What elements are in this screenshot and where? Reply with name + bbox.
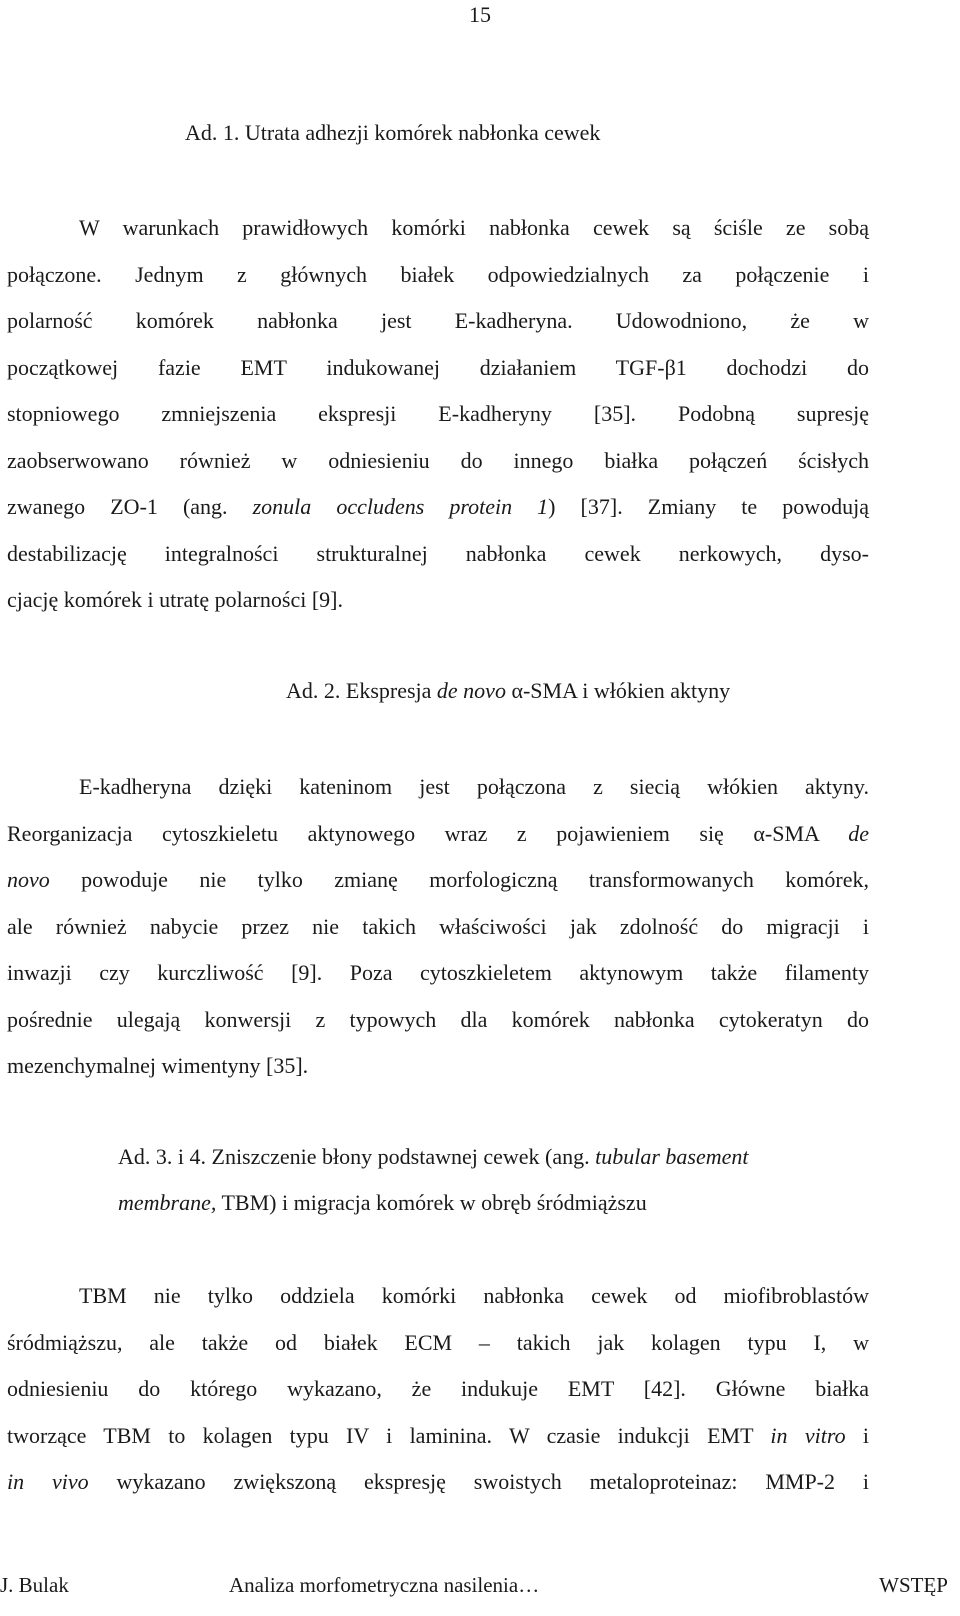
paragraph-line [7,1459,869,1506]
paragraph-1 [7,205,869,624]
paragraph-line: polarność komórek nabłonka jest E-kadheryna. Udowodniono, że w [7,308,869,333]
section-heading-2 [286,676,730,706]
paragraph-line [7,484,869,531]
text-run: tworzące TBM to kolagen typu IV i laminina. W czasie indukcji EMT [7,1422,771,1448]
heading-text: α-SMA i włókien aktyny [505,678,731,703]
paragraph-line: destabilizację integralności strukturalnej nabłonka cewek nerkowych, dyso- [7,540,869,566]
paragraph-line: mezenchymalnej wimentyny [35]. [7,1053,309,1078]
page-number: 15 [469,2,491,27]
paragraph-line: cjację komórek i utratę polarności [9]. [7,587,343,612]
paragraph-line: odniesieniu do którego wykazano, że indukuje EMT [42]. Główne białka [7,1376,869,1401]
paragraph-line: inwazji czy kurczliwość [9]. Poza cytoszkieletem aktynowym także filamenty [7,960,869,985]
paragraph-line: początkowej fazie EMT indukowanej działaniem TGF-β1 dochodzi do [7,354,869,380]
paragraph-line: TBM nie tylko oddziela komórki nabłonka cewek od miofibroblastów [79,1283,869,1308]
italic-term: novo [7,867,50,892]
paragraph-2 [7,764,869,1090]
paragraph-3 [7,1273,869,1506]
heading-text: Ad. 2. Ekspresja [286,678,437,703]
italic-term: membrane, [118,1190,217,1215]
section-heading-3-cont [118,1188,647,1218]
text-run: powoduje nie tylko zmianę morfologiczną transformowanych komórek, [49,867,869,892]
italic-term: de [848,820,869,846]
text-run: ) [37]. Zmiany te powodują [548,494,869,519]
italic-term: in vitro [770,1422,846,1448]
paragraph-line: stopniowego zmniejszenia ekspresji E-kadheryny [35]. Podobną supresję [7,401,869,426]
text-run: i [845,1422,869,1448]
text-run: wykazano zwiększoną ekspresję swoistych metaloproteinaz: MMP-2 i [88,1469,869,1494]
footer-author: J. Bulak [0,1573,69,1597]
paragraph-line [7,857,869,904]
heading-text: Ad. 3. i 4. Zniszczenie błony podstawnej cewek (ang. [118,1144,596,1169]
section-heading-3 [118,1142,749,1172]
paragraph-line: E-kadheryna dzięki kateninom jest połączona z siecią włókien aktyny. [79,774,869,799]
text-run: Reorganizacja cytoszkieletu aktynowego wraz z pojawieniem się α-SMA [7,820,849,846]
paragraph-line: W warunkach prawidłowych komórki nabłonka cewek są ściśle ze sobą [79,215,869,240]
footer-title: Analiza morfometryczna nasilenia… [229,1573,540,1597]
heading-text: TBM) i migracja komórek w obręb śródmiąższu [216,1190,647,1215]
page-footer [0,1570,948,1600]
italic-term: zonula occludens protein 1 [252,494,549,519]
paragraph-line: zaobserwowano również w odniesieniu do innego białka połączeń ścisłych [7,447,869,473]
paragraph-line: połączone. Jednym z głównych białek odpowiedzialnych za połączenie i [7,261,869,287]
footer-section: WSTĘP [879,1573,948,1597]
paragraph-line: pośrednie ulegają konwersji z typowych dla komórek nabłonka cytokeratyn do [7,1006,869,1032]
section-heading-1: Ad. 1. Utrata adhezji komórek nabłonka cewek [185,120,601,145]
italic-term: in vivo [7,1469,89,1494]
italic-term: de novo [436,678,506,703]
paragraph-line: śródmiąższu, ale także od białek ECM – takich jak kolagen typu I, w [7,1329,869,1355]
italic-term: tubular basement [595,1144,749,1169]
paragraph-line: ale również nabycie przez nie takich właściwości jak zdolność do migracji i [7,913,869,939]
text-run: zwanego ZO-1 (ang. [7,494,253,519]
paragraph-line [7,1413,869,1460]
paragraph-line [7,811,869,858]
